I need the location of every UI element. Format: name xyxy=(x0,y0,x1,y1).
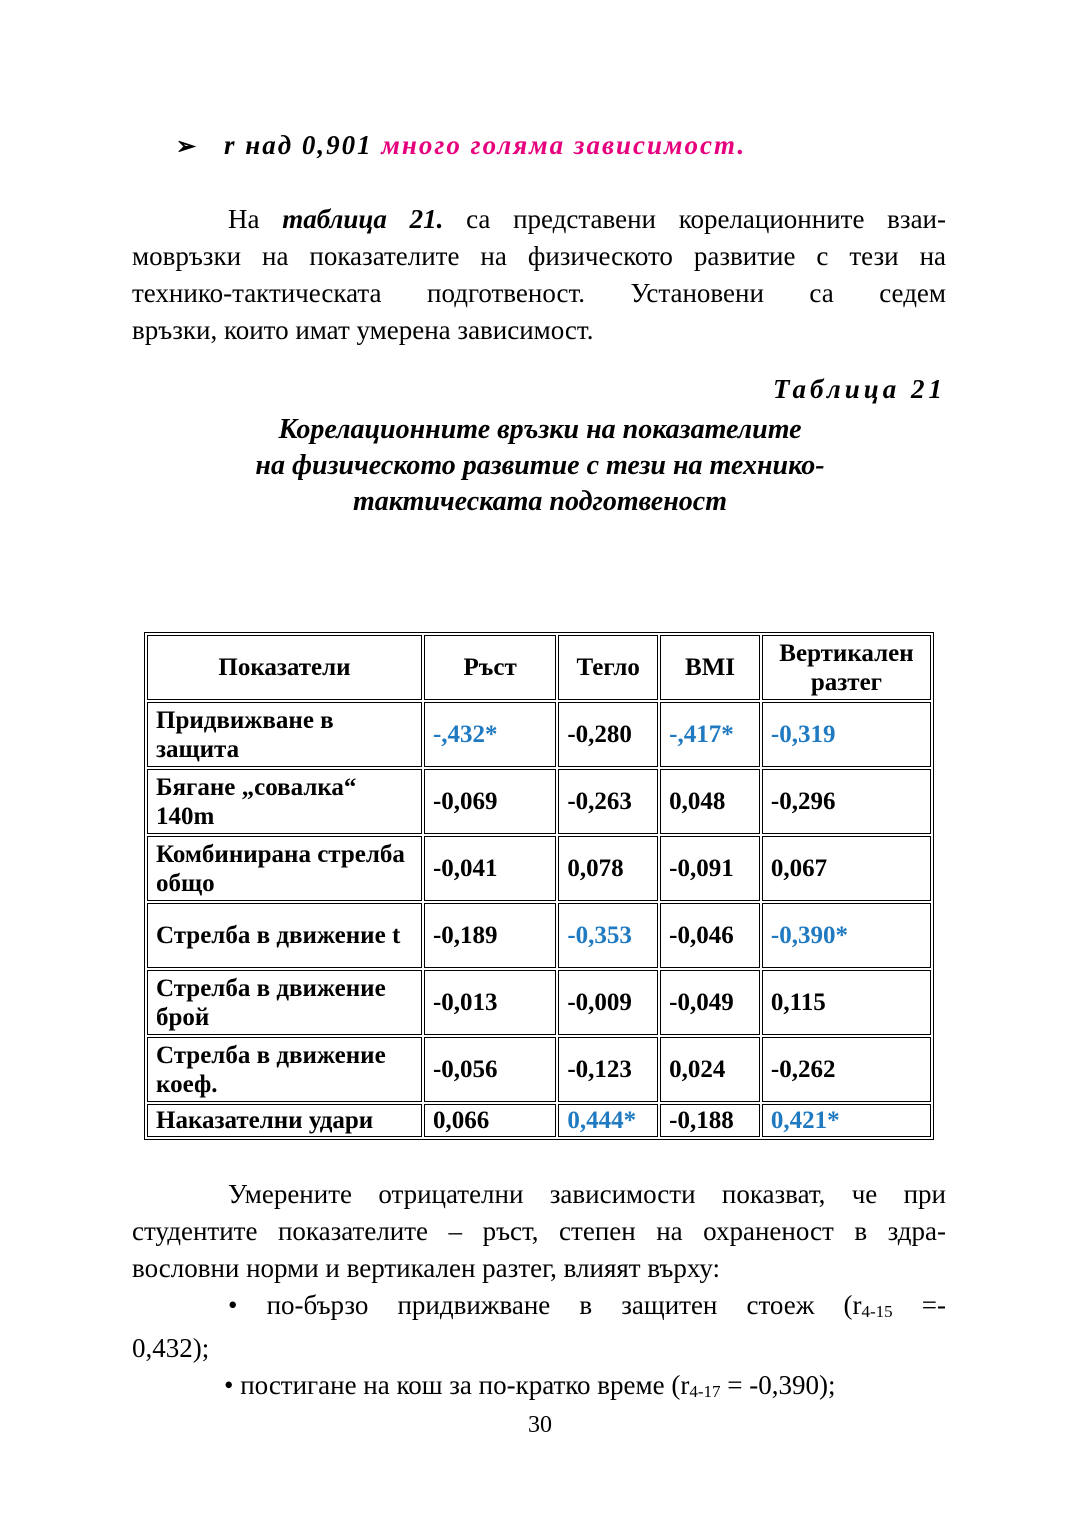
threshold-meaning: много голяма зависимост. xyxy=(381,130,747,160)
conclusion-line-2: студентите показателите – ръст, степен на охраненост в здра- xyxy=(132,1216,946,1246)
table-cell: 0,066 xyxy=(424,1104,556,1137)
row-label: Стрелба в движение брой xyxy=(147,970,422,1035)
intro-line-4: връзки, които имат умерена зависимост. xyxy=(132,315,594,345)
header-bmi: BMI xyxy=(660,635,760,700)
table-cell: -0,013 xyxy=(424,970,556,1035)
table-cell: -0,296 xyxy=(762,769,931,834)
header-vertical-reach: Вертикален разтег xyxy=(762,635,931,700)
table-cell: 0,421* xyxy=(762,1104,931,1137)
arrow-bullet-icon: ➢ xyxy=(176,134,197,160)
table-cell: -0,280 xyxy=(558,702,658,767)
header-indicators: Показатели xyxy=(147,635,422,700)
table-row xyxy=(147,1037,931,1102)
table-cell: 0,067 xyxy=(762,836,931,901)
intro-line-2: мовръзки на показателите на физическото развитие с тези на xyxy=(132,241,946,271)
bullet-2-tail: = -0,390); xyxy=(720,1370,836,1400)
bullet-2-text: • постигане на кош за по-кратко време (r xyxy=(224,1370,690,1400)
conclusion-line-1: Умерените отрицателни зависимости показват, че при xyxy=(228,1179,946,1209)
conclusion-bullet-2 xyxy=(132,1367,946,1410)
table-cell: -,432* xyxy=(424,702,556,767)
table-cell: -0,056 xyxy=(424,1037,556,1102)
table-cell: -0,046 xyxy=(660,903,760,968)
row-label: Комбинирана стрелба общо xyxy=(147,836,422,901)
conclusion-bullet-1 xyxy=(132,1287,946,1330)
table-cell: 0,048 xyxy=(660,769,760,834)
bullet-1-text: • по-бързо придвижване в защитен стоеж (r xyxy=(228,1290,862,1320)
table-cell: -0,009 xyxy=(558,970,658,1035)
row-label: Придвижване в защита xyxy=(147,702,422,767)
intro-paragraph xyxy=(132,201,946,349)
bullet-threshold xyxy=(176,130,976,170)
threshold-text: r над 0,901 xyxy=(224,130,382,160)
table-caption xyxy=(140,412,940,520)
table-cell: -0,188 xyxy=(660,1104,760,1137)
table-row xyxy=(147,1104,931,1137)
table-cell: -0,041 xyxy=(424,836,556,901)
conclusion-line-3: вословни норми и вертикален разтег, влияят върху: xyxy=(132,1253,720,1283)
intro-prefix: На xyxy=(228,204,283,234)
table-cell: -0,069 xyxy=(424,769,556,834)
intro-line-3: технико-тактическата подготвеност. Установени са седем xyxy=(132,278,946,308)
correlation-table xyxy=(144,632,934,1140)
table-cell: -0,049 xyxy=(660,970,760,1035)
table-cell: -,417* xyxy=(660,702,760,767)
table-row xyxy=(147,769,931,834)
table-cell: -0,263 xyxy=(558,769,658,834)
intro-line-1-rest: са представени корелационните взаи- xyxy=(443,204,946,234)
table-label: Таблица 21 xyxy=(773,374,946,404)
row-label: Стрелба в движение коеф. xyxy=(147,1037,422,1102)
header-weight: Тегло xyxy=(558,635,658,700)
table-row xyxy=(147,702,931,767)
bullet-1-subscript: 4-15 xyxy=(861,1302,893,1321)
table-row xyxy=(147,903,931,968)
table-row xyxy=(147,836,931,901)
conclusion-bullet-1-continuation: 0,432); xyxy=(132,1333,210,1363)
table-header-row xyxy=(147,635,931,700)
row-label: Наказателни удари xyxy=(147,1104,422,1137)
table-cell: 0,024 xyxy=(660,1037,760,1102)
page-number: 30 xyxy=(528,1412,552,1438)
intro-line-1 xyxy=(132,201,946,238)
table-cell: -0,189 xyxy=(424,903,556,968)
table-cell: -0,262 xyxy=(762,1037,931,1102)
row-label: Стрелба в движение t xyxy=(147,903,422,968)
table-reference: таблица 21. xyxy=(282,204,444,234)
table-cell: -0,123 xyxy=(558,1037,658,1102)
row-label: Бягане „совалка“ 140m xyxy=(147,769,422,834)
table-cell: -0,390* xyxy=(762,903,931,968)
table-cell: 0,078 xyxy=(558,836,658,901)
header-height: Ръст xyxy=(424,635,556,700)
table-cell: -0,091 xyxy=(660,836,760,901)
caption-line-2: на физическото развитие с тези на технико- xyxy=(255,450,825,481)
caption-line-1: Корелационните връзки на показателите xyxy=(278,414,802,445)
table-cell: 0,115 xyxy=(762,970,931,1035)
conclusion-paragraph xyxy=(132,1176,946,1410)
bullet-1-tail: =- xyxy=(892,1290,947,1320)
table-cell: -0,353 xyxy=(558,903,658,968)
caption-line-3: тактическата подготвеност xyxy=(353,486,727,517)
table-cell: -0,319 xyxy=(762,702,931,767)
bullet-2-subscript: 4-17 xyxy=(689,1382,721,1401)
table-cell: 0,444* xyxy=(558,1104,658,1137)
table-row xyxy=(147,970,931,1035)
